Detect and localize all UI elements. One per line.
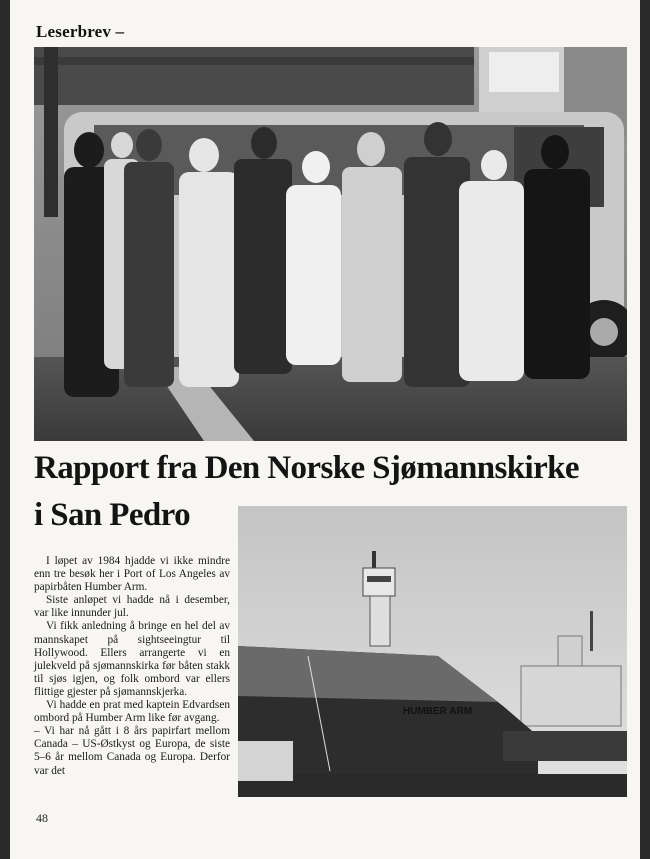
group-photo <box>34 47 627 441</box>
article-body <box>34 555 230 778</box>
headline-line-2: i San Pedro <box>34 497 190 533</box>
paragraph: Vi fikk anledning å bringe en hel del av mannskapet på sightseeingtur til Hollywood. Ellers arrangerte vi en julekveld på sjømannskirka før båten stakk til sjøs igjen, og folk ombord var ellers flittige gjester på sjømannskjerka. <box>34 620 230 698</box>
ship-photo <box>238 506 627 797</box>
page-number: 48 <box>36 811 48 825</box>
ship-photo-image <box>238 506 627 797</box>
paragraph: I løpet av 1984 hjadde vi ikke mindre enn tre besøk her i Port of Los Angeles av papirbåten Humber Arm. <box>34 555 230 594</box>
magazine-page <box>10 0 640 859</box>
ship-hull-lettering: HUMBER ARM <box>403 706 473 717</box>
section-label: Leserbrev – <box>36 22 125 41</box>
paragraph: Siste anløpet vi hadde nå i desember, var like innunder jul. <box>34 594 230 620</box>
paragraph: – Vi har nå gått i 8 års papirfart mellom Canada – US-Østkyst og Europa, de siste 5–6 år mellom Canada og Europa. Derfor var det <box>34 725 230 777</box>
headline-line-1: Rapport fra Den Norske Sjømannskirke <box>34 450 579 486</box>
paragraph: Vi hadde en prat med kaptein Edvardsen ombord på Humber Arm like før avgang. <box>34 699 230 725</box>
group-photo-image <box>34 47 627 441</box>
